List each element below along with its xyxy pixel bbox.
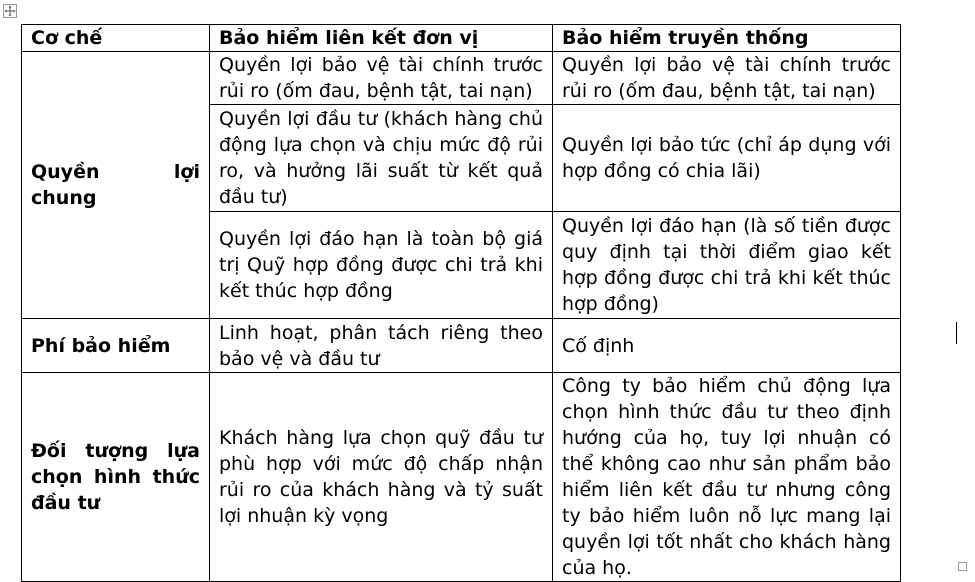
table-cell[interactable]: Linh hoạt, phân tách riêng theo bảo vệ và đầu tư [210, 319, 553, 373]
table-cell[interactable]: Cố định [553, 319, 901, 373]
text-cursor [956, 322, 957, 344]
table-cell[interactable]: Quyền lợi đáo hạn là toàn bộ giá trị Quỹ hợp đồng được chi trả khi kết thúc hợp đồng [210, 212, 553, 319]
row-label-premium[interactable]: Phí bảo hiểm [22, 319, 210, 373]
header-cell-mechanism[interactable]: Cơ chế [22, 25, 210, 52]
table-cell[interactable]: Quyền lợi bảo vệ tài chính trước rủi ro (ốm đau, bệnh tật, tai nạn) [210, 52, 553, 105]
table-cell[interactable]: Công ty bảo hiểm chủ động lựa chọn hình thức đầu tư theo định hướng của họ, tuy lợi nhuận có thể không cao như sản phẩm bảo hiểm liên kết đầu tư nhưng công ty bảo hiểm luôn nỗ lực mang lại quyền lợi tốt nhất cho khách hàng của họ. [553, 373, 901, 582]
table-cell[interactable]: Quyền lợi đáo hạn (là số tiền được quy định tại thời điểm giao kết hợp đồng được chi trả khi kết thúc hợp đồng) [553, 212, 901, 319]
table-cell[interactable]: Quyền lợi đầu tư (khách hàng chủ động lựa chọn và chịu mức độ rủi ro, và hưởng lãi suất từ kết quả đầu tư) [210, 105, 553, 212]
comparison-table [21, 24, 901, 582]
table-row [22, 52, 901, 105]
table-header-row [22, 25, 901, 52]
table-move-handle[interactable] [3, 4, 17, 18]
move-arrows-icon [4, 5, 16, 17]
table-resize-handle[interactable] [958, 562, 967, 571]
table-cell[interactable]: Khách hàng lựa chọn quỹ đầu tư phù hợp với mức độ chấp nhận rủi ro của khách hàng và tỷ suất lợi nhuận kỳ vọng [210, 373, 553, 582]
table-cell[interactable]: Quyền lợi bảo vệ tài chính trước rủi ro (ốm đau, bệnh tật, tai nạn) [553, 52, 901, 105]
header-cell-unit-linked[interactable]: Bảo hiểm liên kết đơn vị [210, 25, 553, 52]
table-row [22, 319, 901, 373]
header-cell-traditional[interactable]: Bảo hiểm truyền thống [553, 25, 901, 52]
table-row [22, 373, 901, 582]
table-cell[interactable]: Quyền lợi bảo tức (chỉ áp dụng với hợp đồng có chia lãi) [553, 105, 901, 212]
row-label-investment-choice[interactable]: Đối tượng lựa chọn hình thức đầu tư [22, 373, 210, 582]
row-label-general-benefits[interactable]: Quyền lợi chung [22, 52, 210, 319]
